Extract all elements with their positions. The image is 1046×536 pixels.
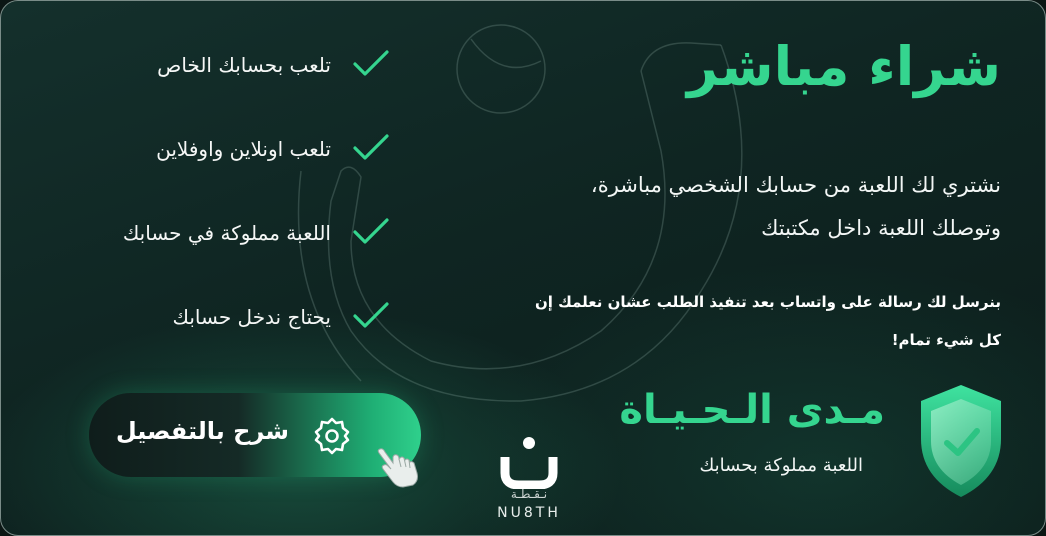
logo-arabic: نـقـطـة xyxy=(510,487,548,501)
shield-check-icon xyxy=(913,381,1009,501)
feature-label: تلعب بحسابك الخاص xyxy=(157,53,331,77)
feature-item xyxy=(1,45,401,85)
details-button-label: شرح بالتفصيل xyxy=(115,417,289,445)
description-line-2: وتوصلك اللعبة داخل مكتبتك xyxy=(761,216,1001,240)
description-line-1: نشتري لك اللعبة من حسابك الشخصي مباشرة، xyxy=(590,173,1001,197)
feature-label: يحتاج ندخل حسابك xyxy=(172,305,331,329)
lifetime-subtitle: اللعبة مملوكة بحسابك xyxy=(699,455,863,476)
check-icon xyxy=(351,47,391,81)
logo-mark xyxy=(487,435,571,489)
hand-pointer-icon xyxy=(375,447,423,489)
check-icon xyxy=(351,215,391,249)
brand-logo xyxy=(487,435,571,527)
note-line-2: كل شيء تمام! xyxy=(891,331,1001,349)
check-icon xyxy=(351,131,391,165)
feature-label: اللعبة مملوكة في حسابك xyxy=(122,221,331,245)
feature-item xyxy=(1,213,401,253)
note-line-1: بنرسل لك رسالة على واتساب بعد تنفيذ الطلب عشان نعلمك إن xyxy=(534,293,1001,311)
feature-item xyxy=(1,297,401,337)
feature-item xyxy=(1,129,401,169)
details-button[interactable] xyxy=(89,393,421,477)
gear-icon xyxy=(311,415,353,457)
check-icon xyxy=(351,299,391,333)
lifetime-title: مـدى الـحـيـاة xyxy=(619,387,885,433)
headline: شراء مباشر xyxy=(686,35,1001,98)
logo-latin: NU8TH xyxy=(497,505,561,521)
feature-label: تلعب اونلاين واوفلاين xyxy=(156,137,331,161)
